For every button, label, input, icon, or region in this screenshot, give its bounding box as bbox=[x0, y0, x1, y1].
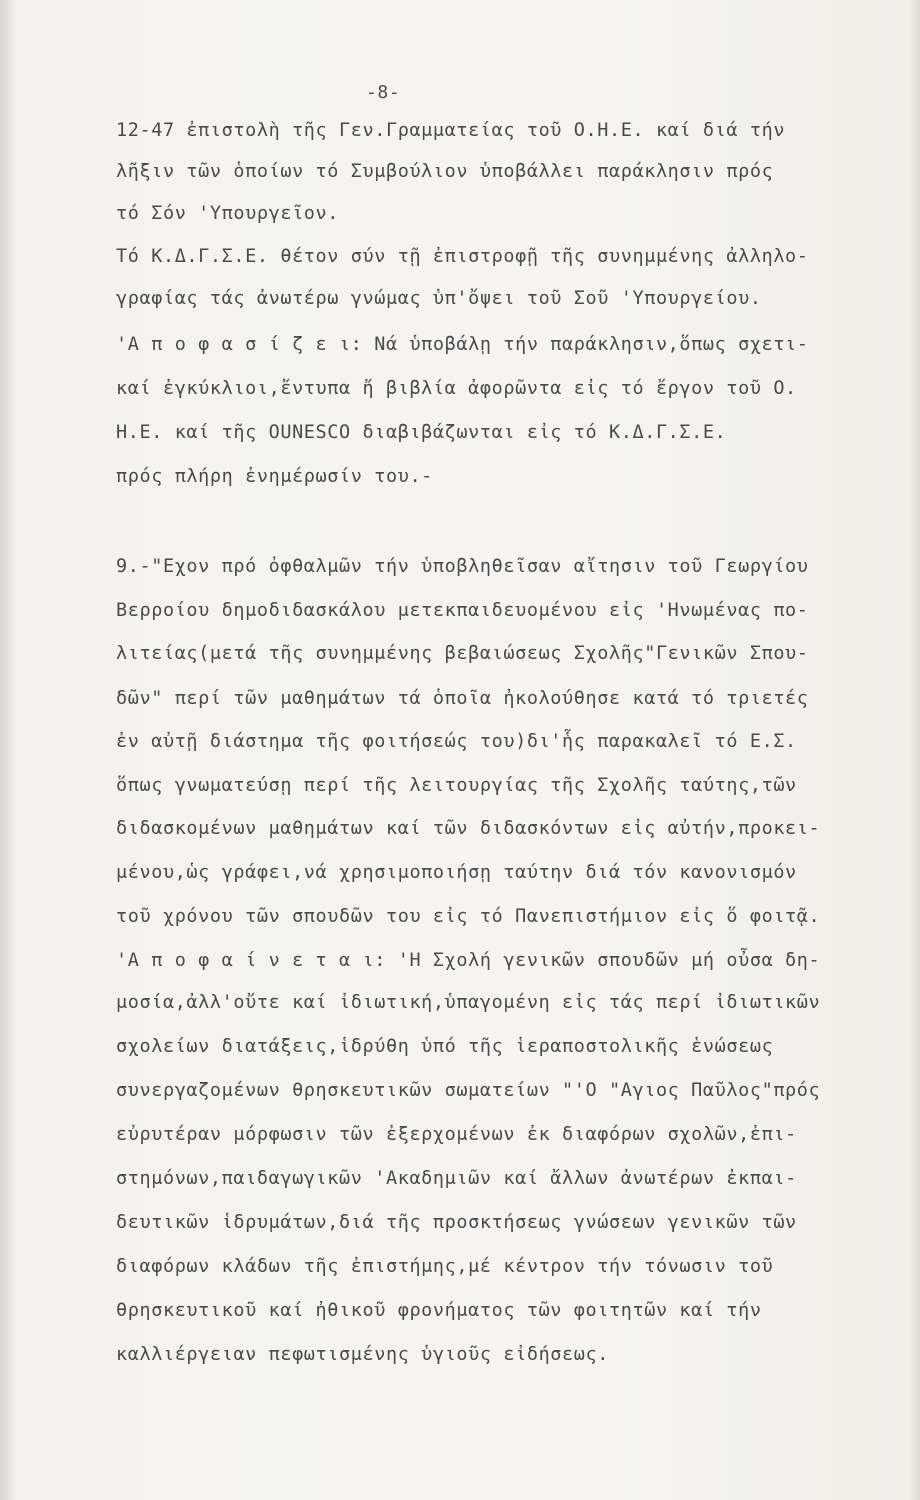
paragraph-2-line-16: δευτικῶν ἱδρυμάτων,διά τῆς προσκτήσεως γνώσεων γενικῶν τῶν bbox=[116, 1212, 797, 1233]
paragraph-1-line-4: Τό Κ.Δ.Γ.Σ.Ε. θέτον σύν τῇ ἐπιστροφῇ τῆς συνημμένης ἀλληλο- bbox=[116, 246, 809, 267]
paragraph-2-line-17: διαφόρων κλάδων τῆς ἐπιστήμης,μέ κέντρον τήν τόνωσιν τοῦ bbox=[116, 1256, 774, 1277]
paragraph-2-line-11: μοσία,ἀλλ'οὔτε καί ἰδιωτική,ὑπαγομένη εἰς τάς περί ἰδιωτικῶν bbox=[116, 992, 821, 1013]
paragraph-1-line-7: καί ἐγκύκλιοι,ἔντυπα ἤ βιβλία ἀφορῶντα εἰς τό ἔργον τοῦ Ο. bbox=[116, 378, 797, 399]
paragraph-1-line-9: πρός πλήρη ἐνημέρωσίν του.- bbox=[116, 466, 433, 487]
page-number: -8- bbox=[366, 82, 401, 103]
paragraph-1-line-2: λῆξιν τῶν ὁποίων τό Συμβούλιον ὑποβάλλει παράκλησιν πρός bbox=[116, 161, 774, 182]
paragraph-1-line-5: γραφίας τάς ἀνωτέρω γνώμας ὑπ'ὄψει τοῦ Σοῦ 'Υπουργείου. bbox=[116, 288, 762, 309]
paragraph-2-line-13: συνεργαζομένων θρησκευτικῶν σωματείων "'Ο "Αγιος Παῦλος"πρός bbox=[116, 1080, 821, 1101]
paragraph-2-line-19: καλλιέργειαν πεφωτισμένης ὑγιοῦς εἰδήσεως. bbox=[116, 1344, 609, 1365]
paragraph-2-line-6: ὅπως γνωματεύσῃ περί τῆς λειτουργίας τῆς Σχολῆς ταύτης,τῶν bbox=[116, 775, 797, 796]
paragraph-1-line-1: 12-47 ἐπιστολὴ τῆς Γεν.Γραμματείας τοῦ Ο.Η.Ε. καί διά τήν bbox=[116, 120, 786, 141]
paragraph-2-line-12: σχολείων διατάξεις,ἱδρύθη ὑπό τῆς ἱεραποστολικῆς ἑνώσεως bbox=[116, 1036, 774, 1057]
paragraph-2-line-8: μένου,ὡς γράφει,νά χρησιμοποιήσῃ ταύτην διά τόν κανονισμόν bbox=[116, 862, 797, 883]
paragraph-2-line-3: λιτείας(μετά τῆς συνημμένης βεβαιώσεως Σχολῆς"Γενικῶν Σπου- bbox=[116, 643, 809, 664]
page-edge-shadow-left bbox=[0, 0, 14, 1500]
paragraph-2-line-14: εὐρυτέραν μόρφωσιν τῶν ἐξερχομένων ἐκ διαφόρων σχολῶν,ἐπι- bbox=[116, 1124, 797, 1145]
paragraph-2-line-2: Βερροίου δημοδιδασκάλου μετεκπαιδευομένου εἰς 'Ηνωμένας πο- bbox=[116, 600, 809, 621]
paragraph-1-line-3: τό Σόν 'Υπουργεῖον. bbox=[116, 203, 340, 224]
paragraph-2-line-9: τοῦ χρόνου τῶν σπουδῶν του εἰς τό Πανεπιστήμιον εἰς ὅ φοιτᾷ. bbox=[116, 906, 821, 927]
paragraph-2-line-10: 'Α π ο φ α ί ν ε τ α ι: 'Η Σχολή γενικῶν σπουδῶν μή οὖσα δη- bbox=[116, 950, 821, 971]
paragraph-2-line-18: θρησκευτικοῦ καί ἠθικοῦ φρονήματος τῶν φοιτητῶν καί τήν bbox=[116, 1300, 762, 1321]
paragraph-1-line-6: 'Α π ο φ α σ ί ζ ε ι: Νά ὑποβάλῃ τήν παράκλησιν,ὅπως σχετι- bbox=[116, 334, 809, 355]
paragraph-2-line-5: ἐν αὐτῇ διάστημα τῆς φοιτήσεώς του)δι'ἧς παρακαλεῖ τό Ε.Σ. bbox=[116, 731, 797, 752]
paragraph-2-line-15: στημόνων,παιδαγωγικῶν 'Ακαδημιῶν καί ἄλλων ἀνωτέρων ἐκπαι- bbox=[116, 1168, 797, 1189]
paragraph-1-line-8: Η.Ε. καί τῆς ОUNESCO διαβιβάζωνται εἰς τό Κ.Δ.Γ.Σ.Ε. bbox=[116, 422, 727, 443]
page-edge-shadow-right bbox=[910, 0, 920, 1500]
paragraph-2-line-4: δῶν" περί τῶν μαθημάτων τά ὁποῖα ἠκολούθησε κατά τό τριετές bbox=[116, 688, 809, 709]
paragraph-2-line-1: 9.-"Εχον πρό ὀφθαλμῶν τήν ὑποβληθεῖσαν αἴτησιν τοῦ Γεωργίου bbox=[116, 556, 809, 577]
paragraph-2-line-7: διδασκομένων μαθημάτων καί τῶν διδασκόντων εἰς αὐτήν,προκει- bbox=[116, 818, 821, 839]
